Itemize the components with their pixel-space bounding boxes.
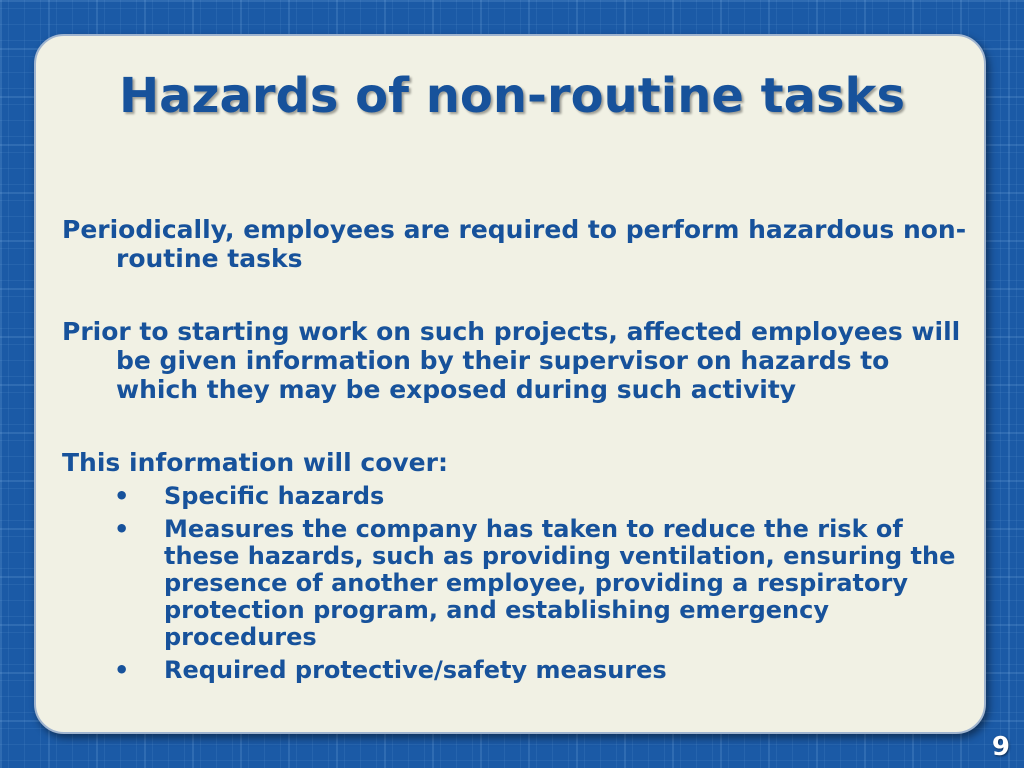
list-item-protective-measures (62, 657, 967, 684)
bullet-text: Required protective/safety measures (164, 656, 667, 684)
bullet-text: Measures the company has taken to reduce the risk of these hazards, such as providing ventilation, ensuring the presence of another employee, providing a respiratory protection program, and establishing emergency procedures (164, 515, 956, 651)
paragraph-information-cover: This information will cover: (62, 448, 448, 477)
bullet-icon: • (114, 656, 130, 684)
list-item-measures (62, 516, 967, 651)
bullet-icon: • (114, 482, 130, 510)
paragraph-prior-to-starting: Prior to starting work on such projects, affected employees will be given information by their supervisor on hazards to which they may be exposed during such activity (62, 317, 961, 404)
page-number: 9 (991, 732, 1010, 762)
paragraph-periodically: Periodically, employees are required to perform hazardous non-routine tasks (62, 215, 967, 273)
bullet-text: Specific hazards (164, 482, 385, 510)
bullet-list (62, 483, 967, 684)
slide-content (62, 215, 967, 690)
bullet-icon: • (114, 515, 130, 543)
list-item-specific-hazards (62, 483, 967, 510)
slide-title: Hazards of non-routine tasks (118, 68, 906, 124)
